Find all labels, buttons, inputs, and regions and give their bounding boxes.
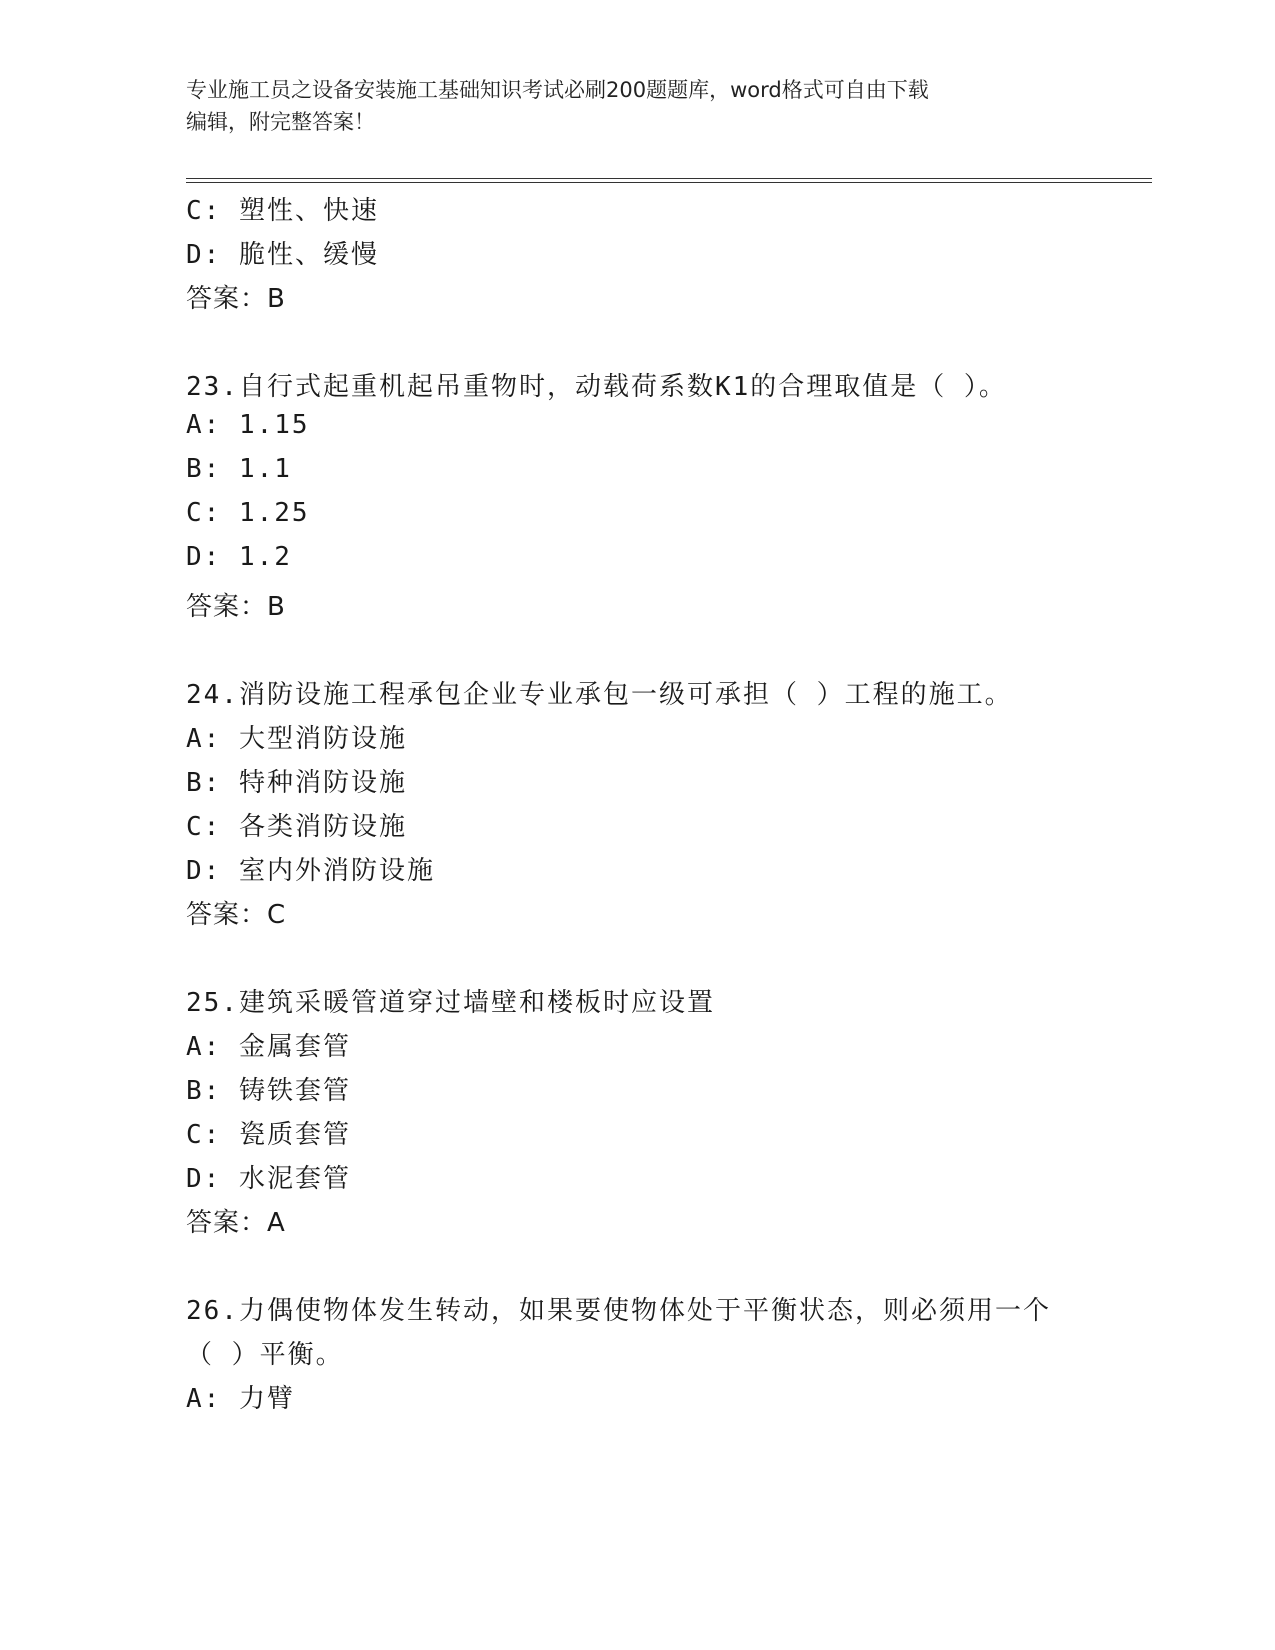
question-25: 25.建筑采暖管道穿过墙壁和楼板时应设置 [186, 988, 715, 1018]
option-a-q25: A: 金属套管 [186, 1032, 351, 1062]
option-d-q23: D: 1.2 [186, 542, 292, 572]
option-c-q23: C: 1.25 [186, 498, 310, 528]
option-d-q22: D: 脆性、缓慢 [186, 240, 379, 270]
header-title-line-1: 专业施工员之设备安装施工基础知识考试必刷200题题库，word格式可自由下载 [186, 78, 929, 102]
option-b-q24: B: 特种消防设施 [186, 768, 407, 798]
option-b-q25: B: 铸铁套管 [186, 1076, 351, 1106]
option-a-q26: A: 力臂 [186, 1384, 295, 1414]
option-c-q25: C: 瓷质套管 [186, 1120, 351, 1150]
header-title-line-2: 编辑，附完整答案！ [186, 110, 375, 134]
question-26: 26.力偶使物体发生转动，如果要使物体处于平衡状态，则必须用一个 [186, 1296, 1051, 1326]
answer-q25: 答案：A [186, 1208, 286, 1238]
answer-q23: 答案：B [186, 592, 286, 622]
question-26-continued: （ ）平衡。 [186, 1340, 344, 1370]
header-divider-top [186, 178, 1152, 179]
question-24: 24.消防设施工程承包企业专业承包一级可承担（ ）工程的施工。 [186, 680, 1013, 710]
option-c-q22: C: 塑性、快速 [186, 196, 379, 226]
answer-q22: 答案：B [186, 284, 286, 314]
option-b-q23: B: 1.1 [186, 454, 292, 484]
answer-q24: 答案：C [186, 900, 287, 930]
option-d-q24: D: 室内外消防设施 [186, 856, 435, 886]
header-divider-bottom [186, 182, 1152, 183]
option-a-q24: A: 大型消防设施 [186, 724, 407, 754]
document-header [186, 74, 1086, 138]
option-d-q25: D: 水泥套管 [186, 1164, 351, 1194]
option-c-q24: C: 各类消防设施 [186, 812, 407, 842]
option-a-q23: A: 1.15 [186, 410, 310, 440]
question-23: 23.自行式起重机起吊重物时，动载荷系数K1的合理取值是（ ）。 [186, 372, 1007, 402]
